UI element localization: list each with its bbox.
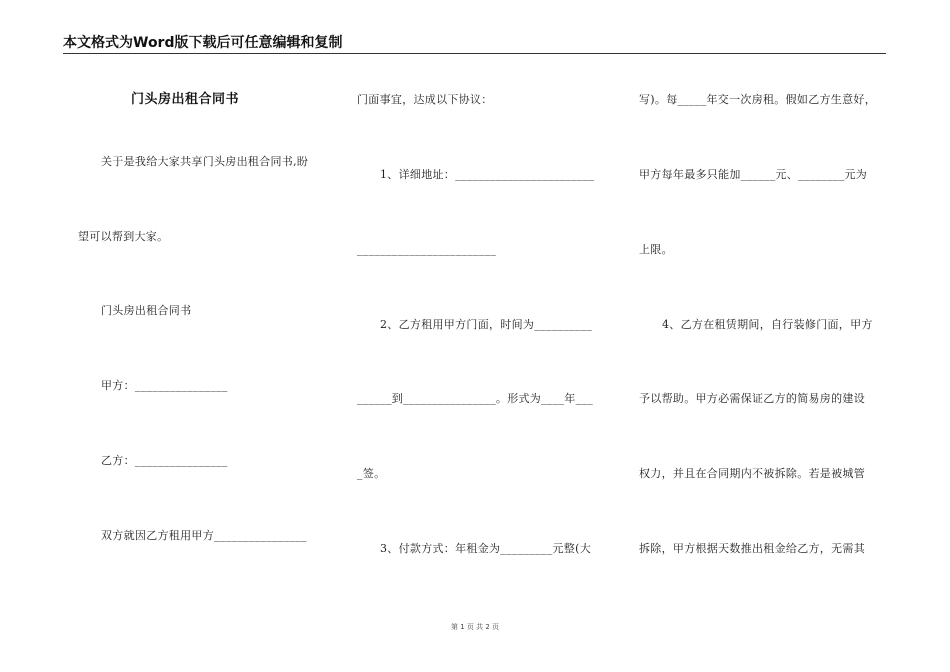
paragraph-line: 望可以帮到大家。: [78, 230, 169, 243]
paragraph-line: 上限。: [639, 243, 673, 256]
clause-4-line: 4、乙方在租赁期间，自行装修门面，甲方: [662, 318, 873, 331]
paragraph-line: 权力，并且在合同期内不被拆除。若是被城管: [639, 467, 865, 480]
paragraph-line: _签。: [357, 467, 386, 480]
page-number: 第 1 页 共 2 页: [450, 623, 500, 631]
clause-3-line: 3、付款方式：年租金为_________元整(大: [380, 542, 591, 555]
paragraph-line: ______到________________。形式为____年___: [357, 392, 593, 405]
party-b-line: 乙方：________________: [101, 454, 228, 467]
clause-1-line: 1、详细地址：________________________: [380, 168, 595, 181]
party-a-line: 甲方：________________: [101, 379, 228, 392]
section-heading: 门头房出租合同书: [101, 304, 192, 317]
paragraph-line: ________________________: [357, 243, 497, 256]
paragraph-line: 拆除，甲方根据天数推出租金给乙方，无需其: [639, 542, 865, 555]
clause-2-line: 2、乙方租用甲方门面，时间为__________: [380, 318, 593, 331]
paragraph-line: 予以帮助。甲方必需保证乙方的简易房的建设: [639, 392, 865, 405]
header-title: 本文格式为Word版下载后可任意编辑和复制: [63, 35, 343, 51]
paragraph-line: 双方就因乙方租用甲方________________: [101, 529, 307, 542]
document-title: 门头房出租合同书: [131, 92, 240, 107]
paragraph-line: 门面事宜，达成以下协议：: [357, 93, 493, 106]
page-footer: [0, 622, 950, 632]
paragraph-line: 写)。每_____年交一次房租。假如乙方生意好，: [639, 93, 876, 106]
paragraph-line: 甲方每年最多只能加______元、________元为: [639, 168, 868, 181]
paragraph-line: 关于是我给大家共享门头房出租合同书,盼: [101, 155, 309, 168]
